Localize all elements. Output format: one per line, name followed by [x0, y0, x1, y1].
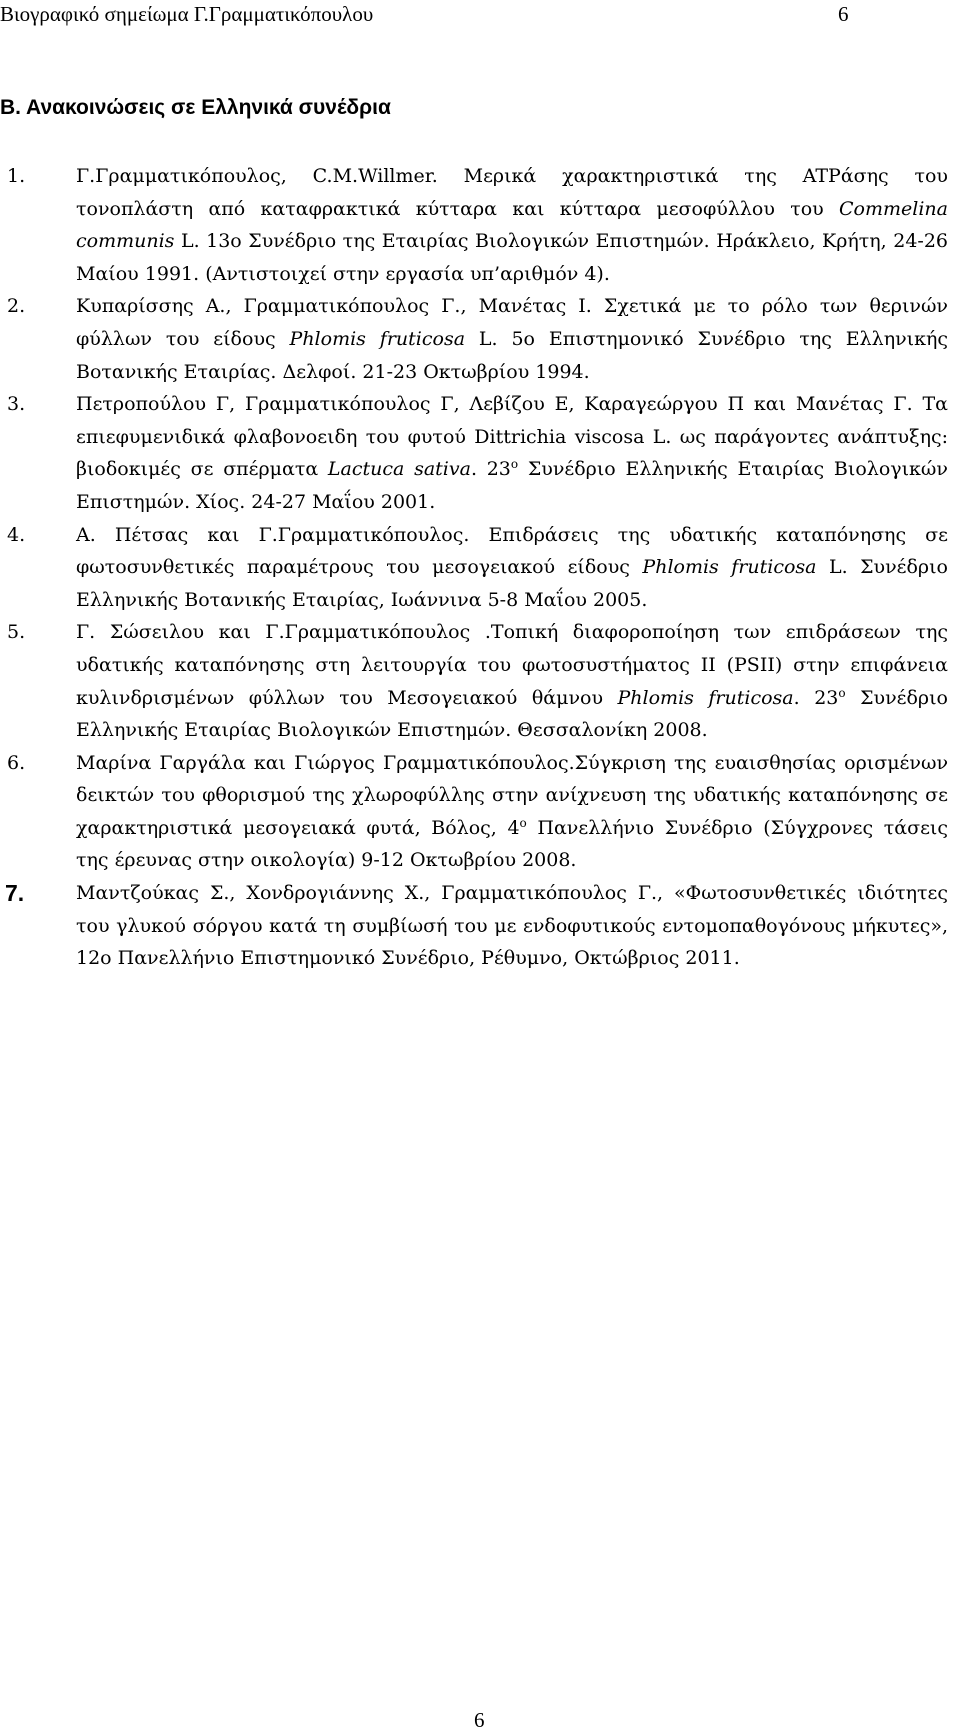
superscript-text: ο — [510, 457, 519, 472]
italic-text: Phlomis fruticosa — [617, 686, 794, 709]
list-item-number: 2. — [7, 295, 26, 318]
footer-page-number: 6 — [474, 1708, 485, 1732]
list-item-text: L. Συνέδριο Ελληνικής Βοτανικής Εταιρίας, Ιωάννινα 5-8 Μαΐου 2005. — [76, 556, 948, 611]
list-item — [0, 519, 948, 617]
list-item-text: Πανελλήνιο Συνέδριο (Σύγχρονες τάσεις της έρευνας στην οικολογία) 9-12 Οκτωβρίου 2008. — [76, 816, 949, 872]
list-item-text: Συνέδριο Ελληνικής Εταιρίας Βιολογικών Επιστημών. Θεσσαλονίκη 2008. — [76, 686, 948, 742]
list-item — [0, 877, 948, 975]
list-item — [0, 160, 948, 290]
list-item-number: 5. — [7, 621, 26, 644]
list-item — [0, 616, 948, 746]
list-item-text: Συνέδριο Ελληνικής Εταιρίας Βιολογικών Επιστημών. Χίος. 24-27 Μαΐου 2001. — [76, 458, 948, 513]
list-item-text: Α. Πέτσας και Γ.Γραμματικόπουλος. Επιδράσεις της υδατικής καταπόνησης σε φωτοσυνθετικές παραμέτρους του μεσογειακού είδους — [76, 523, 948, 579]
list-item-text: Γ. Σώσειλου και Γ.Γραμματικόπουλος .Τοπική διαφοροποίηση των επιδράσεων της υδατικής καταπόνησης στη λειτουργία του φωτοσυστήματος ΙΙ (PSII) στην επιφάνεια κυλινδρισμένων φύλλων του Μεσογειακού θάμνου — [76, 621, 948, 709]
list-item-text: Πετροπούλου Γ, Γραμματικόπουλος Γ, Λεβίζου Ε, Καραγεώργου Π και Μανέτας Γ. Τα επιεφυμενιδικά φλαβονοειδη του φυτού Dittrichia viscosa L. ως παράγοντες ανάπτυξης: βιοδοκιμές σε σπέρματα — [76, 393, 948, 481]
header-title: Βιογραφικό σημείωμα Γ.Γραμματικόπουλου — [0, 2, 374, 26]
list-item-number: 3. — [7, 393, 26, 416]
list-item-text: Γ.Γραμματικόπουλος, C.M.Willmer. Μερικά χαρακτηριστικά της ATPάσης του τονοπλάστη από καταφρακτικά κύτταρα και κύτταρα μεσοφύλλου του — [76, 165, 948, 220]
list-item — [0, 388, 948, 518]
list-item-number: 4. — [7, 523, 26, 546]
conference-list — [0, 160, 948, 975]
italic-text: Lactuca sativa — [327, 458, 471, 481]
section-title: Β. Ανακοινώσεις σε Ελληνικά συνέδρια — [0, 96, 391, 119]
italic-text: Phlomis fruticosa — [642, 556, 817, 579]
list-item-number: 6. — [7, 751, 26, 774]
list-item-text: . 23 — [793, 686, 839, 709]
header-page-number: 6 — [838, 2, 849, 26]
list-item — [0, 747, 948, 877]
list-item-text: Κυπαρίσσης Α., Γραμματικόπουλος Γ., Μανέτας Ι. Σχετικά με το ρόλο των θερινών φύλλων του είδους — [76, 295, 948, 350]
list-item-text: L. 5ο Επιστημονικό Συνέδριο της Ελληνικής Βοτανικής Εταιρίας. Δελφοί. 21-23 Οκτωβρίου 1994. — [76, 327, 948, 383]
superscript-text: ο — [838, 685, 846, 700]
list-item-text: . 23 — [470, 458, 511, 481]
superscript-text: ο — [519, 815, 527, 830]
italic-text: Phlomis fruticosa — [289, 327, 466, 350]
list-item-number: 1. — [7, 165, 26, 187]
list-item-text: Μαντζούκας Σ., Χονδρογιάννης Χ., Γραμματικόπουλος Γ., «Φωτοσυνθετικές ιδιότητες του γλυκού σόργου κατά τη συμβίωσή του με ενδοφυτικούς εντομοπαθογόνους μήκυτες», 12ο Πανελλήνιο Επιστημονικό Συνέδριο, Ρέθυμνο, Οκτώβριος 2011. — [76, 882, 948, 970]
list-item-number: 7. — [5, 880, 25, 907]
list-item-text: L. 13ο Συνέδριο της Εταιρίας Βιολογικών Επιστημών. Ηράκλειο, Κρήτη, 24-26 Μαίου 1991. (Αντιστοιχεί στην εργασία υπ’αριθμόν 4). — [76, 230, 948, 285]
list-item-text: Μαρίνα Γαργάλα και Γιώργος Γραμματικόπουλος.Σύγκριση της ευαισθησίας ορισμένων δεικτών του φθορισμού της χλωροφύλλης στην ανίχνευση της υδατικής καταπόνησης σε χαρακτηριστικά μεσογειακά φυτά, Βόλος, 4 — [76, 751, 948, 839]
list-item — [0, 290, 948, 388]
italic-text: Commelina communis — [76, 197, 948, 253]
